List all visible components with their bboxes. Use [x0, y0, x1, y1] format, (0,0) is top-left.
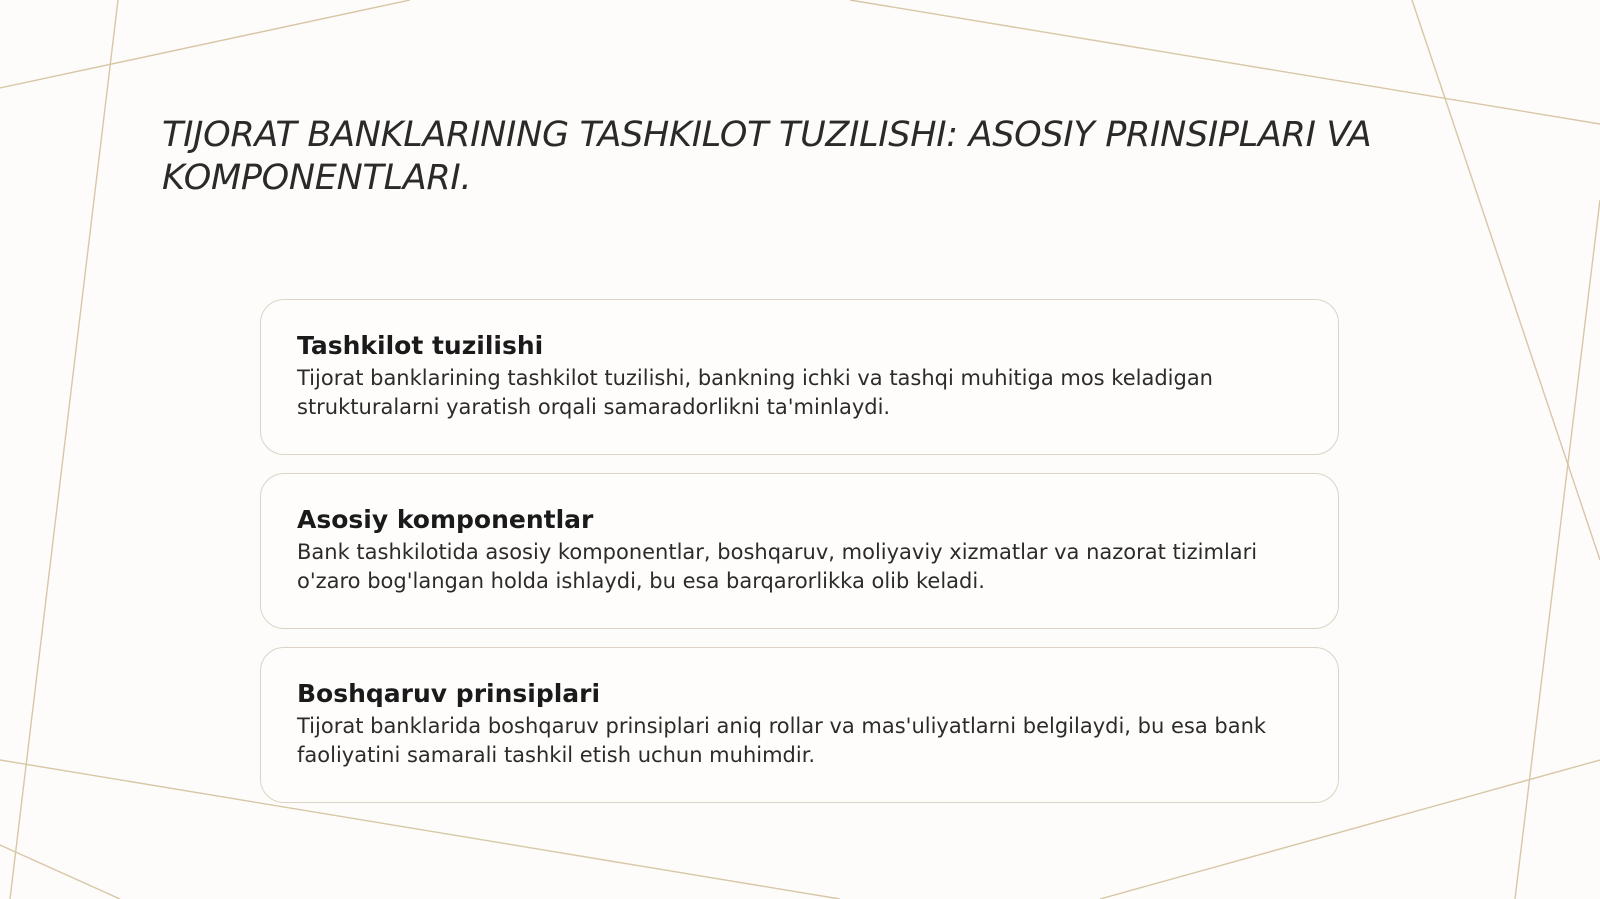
card-text: Tijorat banklarida boshqaruv prinsiplari aniq rollar va mas'uliyatlarni belgilaydi, bu esa bank faoliyatini samarali tashkil etish uchun muhimdir. [297, 714, 1267, 767]
slide-title: TIJORAT BANKLARINING TASHKILOT TUZILISHI: ASOSIY PRINSIPLARI VA KOMPONENTLARI. [162, 115, 1372, 198]
card-text: Tijorat banklarining tashkilot tuzilishi, bankning ichki va tashqi muhitiga mos keladigan strukturalarni yaratish orqali samaradorlikni ta'minlaydi. [297, 366, 1213, 419]
decor-line [0, 0, 410, 88]
decor-line [850, 0, 1600, 124]
card-text: Bank tashkilotida asosiy komponentlar, boshqaruv, moliyaviy xizmatlar va nazorat tizimlari o'zaro bog'langan holda ishlaydi, bu esa barqarorlikka olib keladi. [297, 540, 1258, 593]
decor-line [1515, 200, 1600, 899]
decor-line [0, 845, 120, 899]
card-main-components [260, 473, 1339, 629]
card-list [260, 299, 1339, 821]
card-title: Asosiy komponentlar [297, 505, 594, 534]
decor-line [1412, 0, 1600, 560]
card-title: Tashkilot tuzilishi [297, 331, 544, 360]
card-title: Boshqaruv prinsiplari [297, 679, 601, 708]
card-management-principles [260, 647, 1339, 803]
card-organization-structure [260, 299, 1339, 455]
